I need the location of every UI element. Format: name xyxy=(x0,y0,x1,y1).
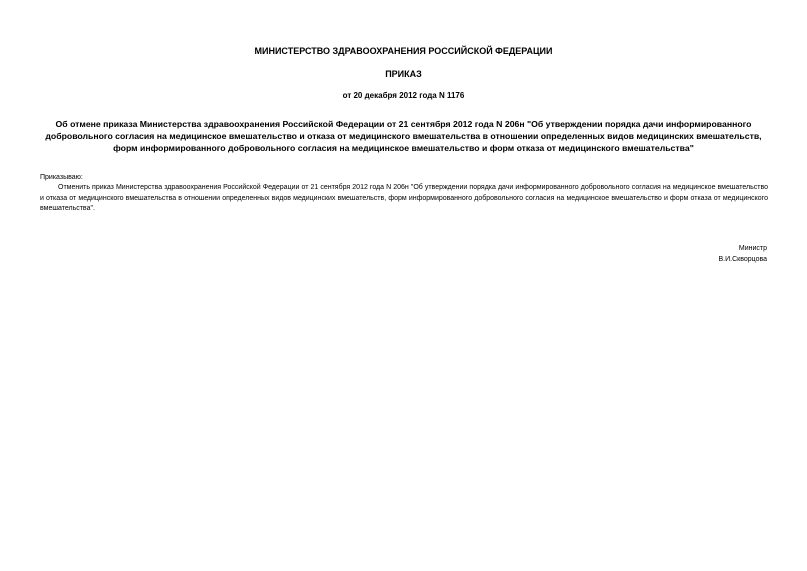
signature-name: В.И.Скворцова xyxy=(718,255,767,263)
signature-position: Министр xyxy=(738,245,767,252)
order-date: от 20 декабря 2012 года N 1176 xyxy=(342,91,465,100)
order-label: ПРИКАЗ xyxy=(385,69,422,79)
signature-block xyxy=(719,244,768,265)
decree-heading: Приказываю: xyxy=(40,174,83,181)
document-title: Об отмене приказа Министерства здравоохранения Российской Федерации от 21 сентября 2012 года N 206н "Об утверждении порядка дачи информированного добровольного согласия на медицинское вмешательство и отказа от медицинского вмешательства в отношении определенных видов медицинских вмешательств, форм информированного добровольного согласия на медицинское вмешательство и форм отказа от медицинского вмешательства" xyxy=(45,119,762,153)
body-paragraph: Отменить приказ Министерства здравоохранения Российской Федерации от 21 сентября 2012 года N 206н "Об утверждении порядка дачи информированного добровольного согласия на медицинское вмешательство и отказа от медицинского вмешательства в отношении определенных видов медицинских вмешательств, форм информированного добровольного согласия на медицинское вмешательство и форм отказа от медицинского вмешательства". xyxy=(40,184,768,212)
ministry-heading: МИНИСТЕРСТВО ЗДРАВООХРАНЕНИЯ РОССИЙСКОЙ ФЕДЕРАЦИИ xyxy=(254,46,553,56)
